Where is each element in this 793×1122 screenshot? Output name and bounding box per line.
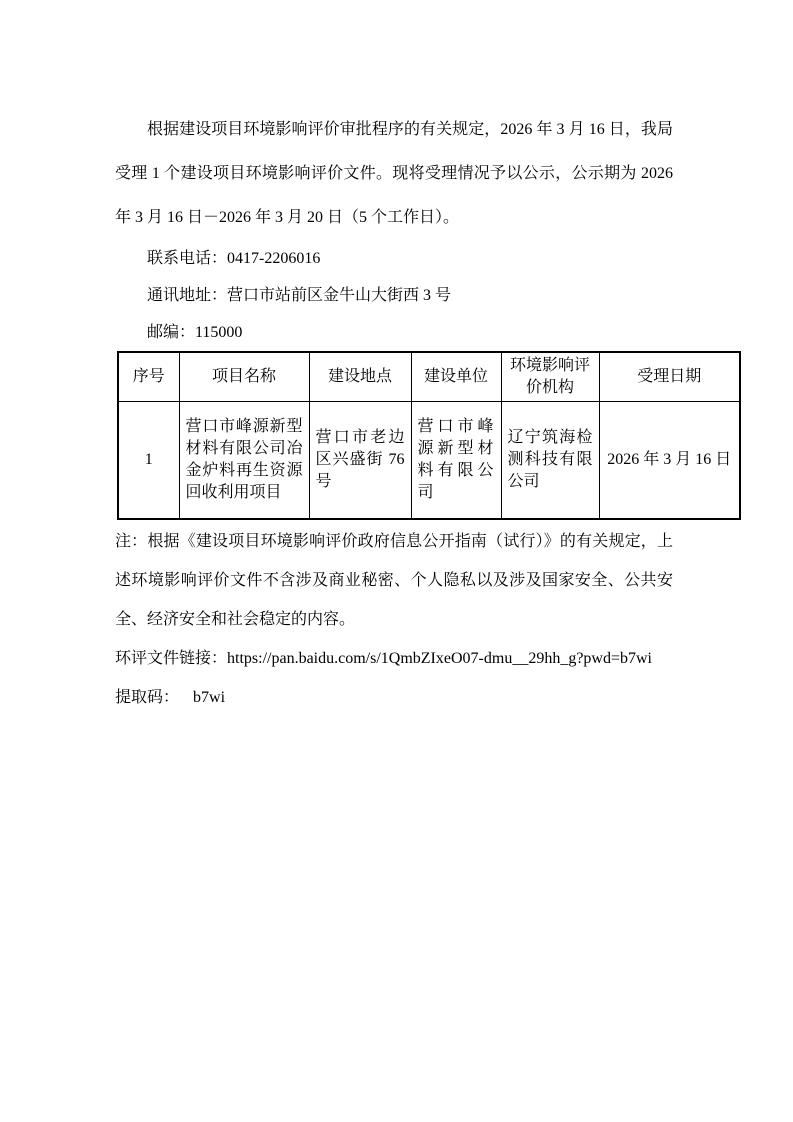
cell-project-name: 营口市峰源新型材料有限公司冶金炉料再生资源回收利用项目 [179, 402, 309, 519]
col-header-index: 序号 [118, 352, 179, 402]
col-header-project-name: 项目名称 [179, 352, 309, 402]
col-header-builder: 建设单位 [411, 352, 501, 402]
eia-link-line [115, 639, 673, 678]
cell-eia-agency: 辽宁筑海检测科技有限公司 [501, 402, 599, 519]
contact-phone-line: 联系电话：0417-2206016 [147, 250, 321, 267]
acceptance-table [117, 351, 741, 520]
intro-paragraph: 根据建设项目环境影响评价审批程序的有关规定，2026 年 3 月 16 日，我局受理 1 个建设项目环境影响评价文件。现将受理情况予以公示，公示期为 2026 年 3 月 16 日－2026 年 3 月 20 日（5 个工作日）。 [115, 121, 673, 226]
extraction-code-value: b7wi [193, 688, 226, 706]
extraction-code-label: 提取码： [115, 688, 180, 706]
cell-index: 1 [118, 402, 179, 519]
contact-address-line: 通讯地址：营口市站前区金牛山大街西 3 号 [147, 287, 452, 304]
document-content [115, 108, 732, 717]
postal-code-line: 邮编：115000 [147, 324, 243, 341]
cell-location: 营口市老边区兴盛街 76 号 [309, 402, 411, 519]
col-header-acceptance-date: 受理日期 [599, 352, 740, 402]
col-header-location: 建设地点 [309, 352, 411, 402]
cell-acceptance-date: 2026 年 3 月 16 日 [599, 402, 740, 519]
col-header-eia-agency: 环境影响评价机构 [501, 352, 599, 402]
table-header-row [118, 352, 740, 402]
eia-link-label: 环评文件链接： [115, 649, 228, 667]
note-paragraph: 注：根据《建设项目环境影响评价政府信息公开指南（试行）》的有关规定，上述环境影响评价文件不含涉及商业秘密、个人隐私以及涉及国家安全、公共安全、经济安全和社会稳定的内容。 [115, 532, 673, 628]
cell-builder: 营口市峰源新型材料有限公司 [411, 402, 501, 519]
table-row [118, 402, 740, 519]
eia-file-link-url: https://pan.baidu.com/s/1QmbZIxeO07-dmu__29hh_g?pwd=b7wi [227, 649, 652, 667]
extraction-code-line [115, 678, 673, 717]
